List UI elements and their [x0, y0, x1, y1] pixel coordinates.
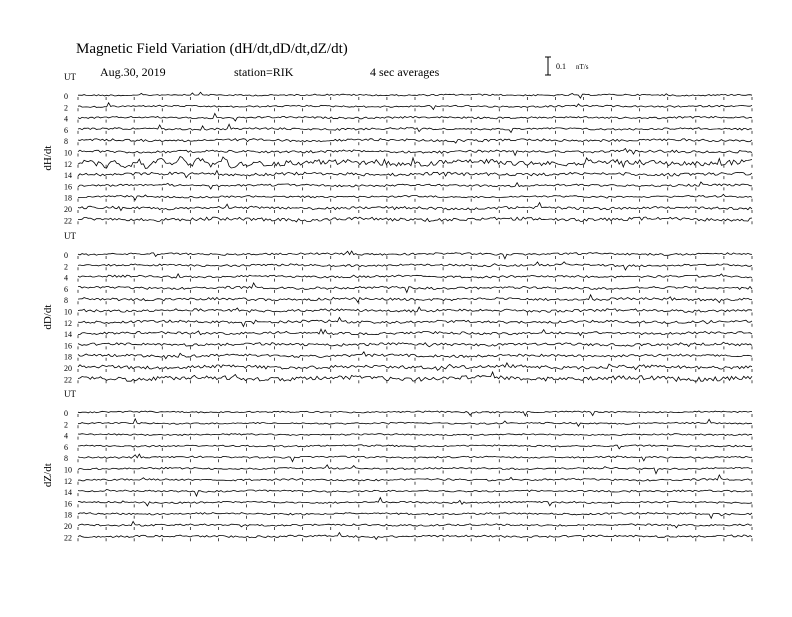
trace-line [78, 522, 752, 528]
scale-unit: nT/s [576, 63, 589, 71]
row-label: 16 [64, 499, 72, 509]
row-label: 2 [64, 420, 68, 430]
panel-2 [42, 231, 752, 384]
trace-line [78, 203, 752, 211]
ut-label: UT [64, 389, 76, 399]
row-label: 0 [64, 251, 68, 260]
chart-title: Magnetic Field Variation (dH/dt,dD/dt,dZ/dt) [76, 41, 348, 57]
row-label: 6 [64, 125, 68, 135]
trace-line [78, 307, 752, 312]
row-label: 2 [64, 262, 68, 272]
row-label: 4 [64, 114, 68, 124]
ut-label: UT [64, 231, 76, 241]
row-label: 10 [64, 465, 72, 475]
row-label: 6 [64, 442, 68, 452]
row-label: 18 [64, 352, 72, 362]
row-label: 14 [64, 171, 72, 181]
trace-line [78, 342, 752, 347]
row-label: 22 [64, 216, 72, 226]
row-label: 12 [64, 159, 72, 169]
panel-ylabel: dH/dt [42, 145, 54, 171]
station-label: station=RIK [234, 65, 294, 79]
averaging-label: 4 sec averages [370, 65, 440, 79]
row-label: 10 [64, 307, 72, 317]
row-label: 12 [64, 476, 72, 486]
row-label: 4 [64, 273, 68, 283]
row-label: 8 [64, 296, 68, 306]
row-label: 0 [64, 92, 68, 101]
panel-ylabel: dZ/dt [42, 463, 54, 488]
trace-line [78, 419, 752, 426]
row-label: 6 [64, 284, 68, 294]
row-label: 18 [64, 510, 72, 520]
row-label: 2 [64, 103, 68, 113]
trace-line [78, 434, 752, 436]
row-label: 14 [64, 330, 72, 340]
row-label: 22 [64, 533, 72, 543]
trace-line [78, 329, 752, 335]
scale-value: 0.1 [556, 62, 566, 71]
row-label: 16 [64, 341, 72, 351]
trace-line [78, 217, 752, 222]
trace-line [78, 372, 752, 381]
row-label: 20 [64, 364, 72, 373]
row-label: 8 [64, 454, 68, 464]
scale-bar [545, 57, 589, 75]
row-label: 22 [64, 375, 72, 385]
trace-line [78, 274, 752, 278]
row-label: 0 [64, 409, 68, 418]
row-label: 12 [64, 318, 72, 328]
row-label: 10 [64, 148, 72, 158]
date-label: Aug.30, 2019 [100, 65, 166, 79]
trace-line [78, 475, 752, 481]
ut-label: UT [64, 72, 76, 82]
row-label: 8 [64, 137, 68, 147]
row-label: 18 [64, 193, 72, 203]
panel-1 [42, 72, 752, 225]
row-label: 14 [64, 488, 72, 498]
panel-3 [42, 389, 752, 542]
row-label: 4 [64, 431, 68, 441]
row-label: 16 [64, 182, 72, 192]
trace-line [78, 352, 752, 359]
row-label: 20 [64, 205, 72, 214]
row-label: 20 [64, 522, 72, 531]
panels [42, 72, 752, 542]
panel-ylabel: dD/dt [42, 304, 54, 330]
